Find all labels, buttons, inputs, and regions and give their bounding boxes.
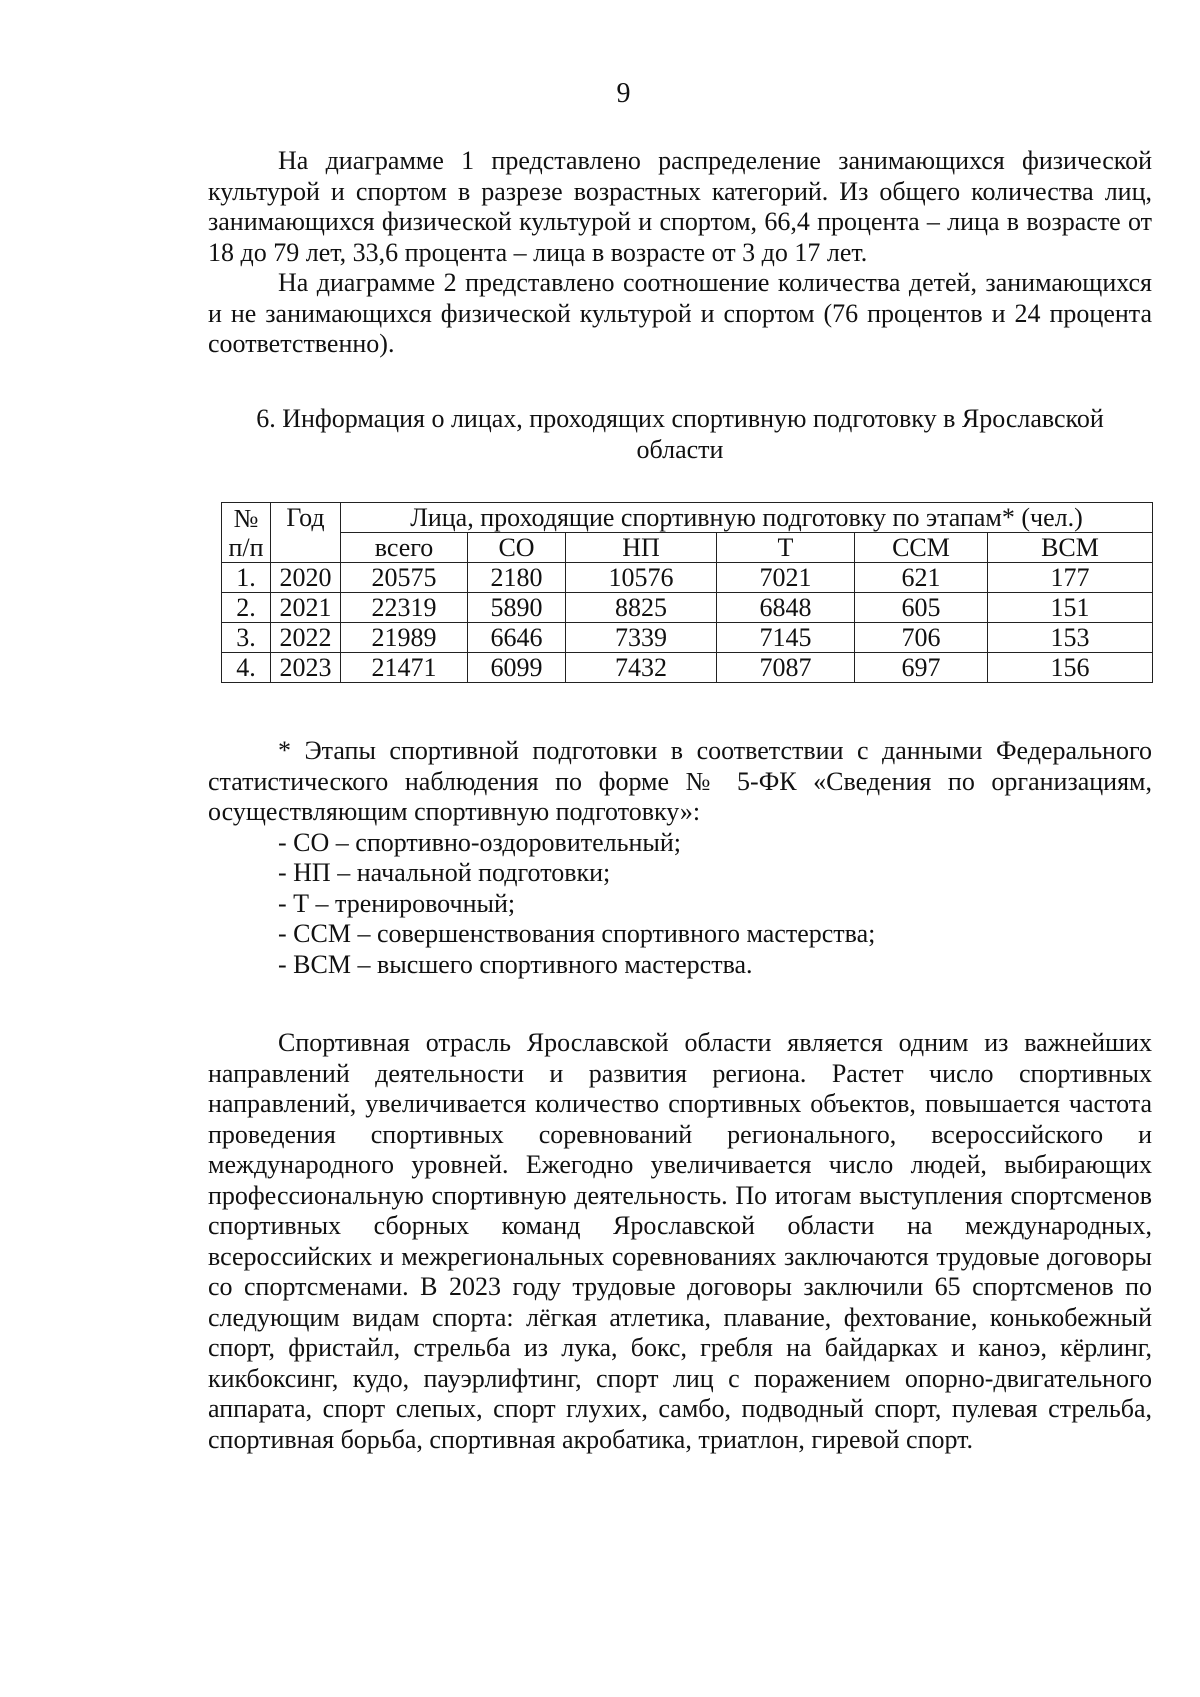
cell-so: 5890 bbox=[468, 593, 566, 623]
cell-np: 10576 bbox=[566, 563, 717, 593]
cell-ssm: 605 bbox=[855, 593, 988, 623]
cell-ssm: 621 bbox=[855, 563, 988, 593]
cell-vsm: 156 bbox=[988, 653, 1153, 683]
cell-t: 7145 bbox=[717, 623, 855, 653]
cell-vsm: 151 bbox=[988, 593, 1153, 623]
footnote-item-np: - НП – начальной подготовки; bbox=[278, 858, 611, 887]
cell-np: 8825 bbox=[566, 593, 717, 623]
cell-vsm: 153 bbox=[988, 623, 1153, 653]
section-title bbox=[208, 404, 1152, 465]
header-num: № п/п bbox=[222, 503, 271, 563]
cell-t: 6848 bbox=[717, 593, 855, 623]
table-subheader-row bbox=[222, 533, 1153, 563]
footnote-item-ssm: - ССМ – совершенствования спортивного мастерства; bbox=[278, 919, 876, 948]
table-row bbox=[222, 653, 1153, 683]
body-paragraph: Спортивная отрасль Ярославской области является одним из важнейших направлений деятельности и развития региона. Растет число спортивных направлений, увеличивается количество спортивных объектов, повышается частота проведения спортивных соревнований регионального, всероссийского и международного уровней. Ежегодно увеличивается число людей, выбирающих профессиональную спортивную деятельность. По итогам выступления спортсменов спортивных сборных команд Ярославской области на международных, всероссийских и межрегиональных соревнованиях заключаются трудовые договоры со спортсменами. В 2023 году трудовые договоры заключили 65 спортсменов по следующим видам спорта: лёгкая атлетика, плавание, фехтование, конькобежный спорт, фристайл, стрельба из лука, бокс, гребля на байдарках и каноэ, кёрлинг, кикбоксинг, кудо, пауэрлифтинг, спорт лиц с поражением опорно-двигательного аппарата, спорт слепых, спорт глухих, самбо, подводный спорт, пулевая стрельба, спортивная борьба, спортивная акробатика, триатлон, гиревой спорт. bbox=[208, 1028, 1152, 1454]
cell-t: 7021 bbox=[717, 563, 855, 593]
header-col-t: Т bbox=[717, 533, 855, 563]
cell-num: 3. bbox=[222, 623, 271, 653]
cell-so: 6646 bbox=[468, 623, 566, 653]
footnote-list bbox=[208, 828, 1152, 981]
intro-text bbox=[208, 146, 1152, 360]
cell-total: 21471 bbox=[341, 653, 468, 683]
intro-paragraph-1: На диаграмме 1 представлено распределение занимающихся физической культурой и спортом в разрезе возрастных категорий. Из общего количества лиц, занимающихся физической культурой и спортом, 66,4 процента – лица в возрасте от 18 до 79 лет, 33,6 процента – лица в возрасте от 3 до 17 лет. bbox=[208, 146, 1152, 267]
header-group: Лица, проходящие спортивную подготовку по этапам* (чел.) bbox=[341, 503, 1153, 533]
page-number: 9 bbox=[616, 78, 631, 109]
table-row bbox=[222, 593, 1153, 623]
header-year: Год bbox=[271, 503, 341, 563]
footnote-text: * Этапы спортивной подготовки в соответствии с данными Федерального статистического наблюдения по форме № 5-ФК «Сведения по организациям, осуществляющим спортивную подготовку»: bbox=[208, 736, 1152, 826]
footnote-item-vsm: - ВСМ – высшего спортивного мастерства. bbox=[278, 949, 753, 979]
footnote-item-t: - Т – тренировочный; bbox=[278, 888, 516, 918]
cell-num: 4. bbox=[222, 653, 271, 683]
cell-year: 2020 bbox=[271, 563, 341, 593]
cell-np: 7432 bbox=[566, 653, 717, 683]
cell-vsm: 177 bbox=[988, 563, 1153, 593]
header-col-ssm: ССМ bbox=[855, 533, 988, 563]
cell-year: 2023 bbox=[271, 653, 341, 683]
cell-so: 6099 bbox=[468, 653, 566, 683]
section-title-line-2: области bbox=[636, 434, 724, 464]
header-col-total: всего bbox=[341, 533, 468, 563]
footnote bbox=[208, 736, 1152, 980]
footnote-item-so: - СО – спортивно-оздоровительный; bbox=[278, 827, 681, 857]
header-col-vsm: ВСМ bbox=[988, 533, 1153, 563]
cell-year: 2022 bbox=[271, 623, 341, 653]
table-header-row bbox=[222, 503, 1153, 533]
cell-so: 2180 bbox=[468, 563, 566, 593]
table-row bbox=[222, 623, 1153, 653]
body-text bbox=[208, 1028, 1152, 1455]
cell-t: 7087 bbox=[717, 653, 855, 683]
sports-training-table bbox=[221, 502, 1153, 683]
cell-total: 21989 bbox=[341, 623, 468, 653]
cell-year: 2021 bbox=[271, 593, 341, 623]
cell-num: 2. bbox=[222, 593, 271, 623]
cell-np: 7339 bbox=[566, 623, 717, 653]
intro-paragraph-2: На диаграмме 2 представлено соотношение количества детей, занимающихся и не занимающихся физической культурой и спортом (76 процентов и 24 процента соответственно). bbox=[208, 268, 1152, 358]
cell-ssm: 697 bbox=[855, 653, 988, 683]
section-title-line-1: 6. Информация о лицах, проходящих спортивную подготовку в Ярославской bbox=[256, 404, 1104, 433]
cell-ssm: 706 bbox=[855, 623, 988, 653]
cell-total: 20575 bbox=[341, 563, 468, 593]
header-col-np: НП bbox=[566, 533, 717, 563]
cell-total: 22319 bbox=[341, 593, 468, 623]
table-row bbox=[222, 563, 1153, 593]
cell-num: 1. bbox=[222, 563, 271, 593]
header-col-so: СО bbox=[468, 533, 566, 563]
